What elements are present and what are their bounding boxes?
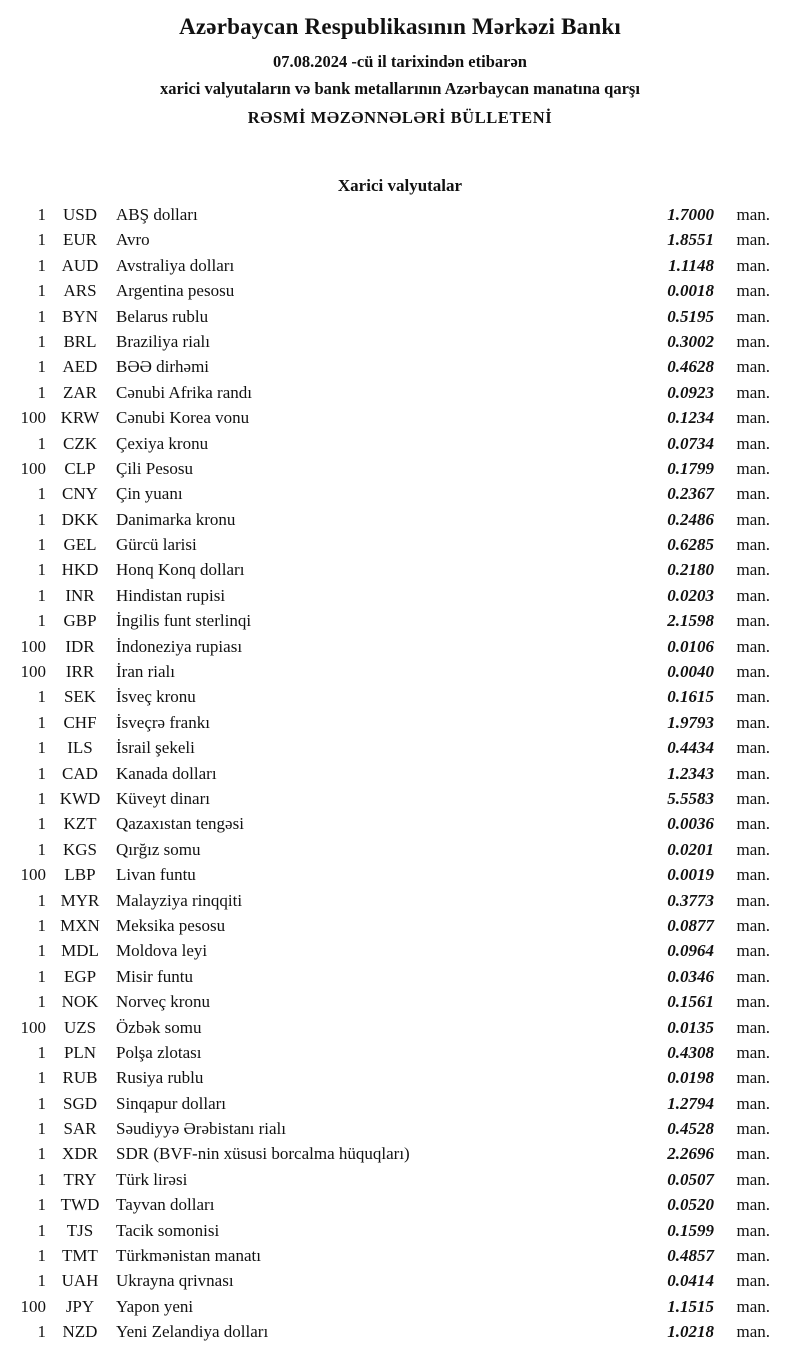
currency-name: Qırğız somu (116, 839, 201, 859)
currency-name: Tacik somonisi (116, 1220, 220, 1240)
bulletin-title: RƏSMİ MƏZƏNNƏLƏRİ BÜLLETENİ (247, 108, 553, 127)
currency-quantity: 100 (20, 1017, 46, 1037)
currency-name: İsrail şekeli (116, 738, 195, 758)
currency-name: Küveyt dinarı (116, 788, 210, 808)
exchange-rate: 0.0019 (667, 865, 714, 885)
currency-row (0, 862, 770, 887)
exchange-rate: 0.1615 (667, 687, 714, 707)
currency-name: Honq Konq dolları (116, 560, 245, 580)
currency-name: Norveç kronu (116, 992, 210, 1012)
currency-quantity: 1 (37, 941, 46, 961)
currency-code: GBP (63, 611, 97, 631)
exchange-rate: 0.1599 (667, 1220, 714, 1240)
currency-name: Moldova leyi (116, 941, 208, 961)
unit-label: man. (736, 560, 770, 580)
currency-code: UAH (61, 1271, 99, 1291)
currency-row (0, 380, 770, 405)
currency-quantity: 1 (37, 1220, 46, 1240)
currency-name: Qazaxıstan tengəsi (116, 814, 244, 834)
currency-code: LBP (64, 865, 96, 885)
exchange-rate: 0.0040 (667, 662, 714, 682)
exchange-rate: 0.0018 (667, 281, 714, 301)
currency-code: IRR (65, 662, 95, 682)
currency-row (0, 888, 770, 913)
exchange-rate: 2.1598 (667, 611, 714, 631)
exchange-rate: 1.1515 (667, 1296, 714, 1316)
currency-row (0, 938, 770, 963)
exchange-rate: 0.0734 (667, 433, 714, 453)
unit-label: man. (736, 1271, 770, 1291)
unit-label: man. (736, 535, 770, 555)
currency-quantity: 1 (37, 357, 46, 377)
currency-code: JPY (65, 1296, 95, 1316)
unit-label: man. (736, 1220, 770, 1240)
currency-quantity: 1 (37, 1246, 46, 1266)
currency-name: İngilis funt sterlinqi (116, 611, 252, 631)
currency-row (0, 1268, 770, 1293)
currency-code: GEL (63, 535, 97, 555)
exchange-rate: 0.0520 (667, 1195, 714, 1215)
currency-name: Malayziya rinqqiti (116, 890, 243, 910)
currency-name: İsveçrə frankı (116, 712, 210, 732)
currency-quantity: 1 (37, 560, 46, 580)
currency-row (0, 304, 770, 329)
currency-row (0, 227, 770, 252)
currency-code: ILS (67, 738, 93, 758)
bulletin-header (0, 14, 800, 128)
unit-label: man. (736, 966, 770, 986)
unit-label: man. (736, 865, 770, 885)
unit-label: man. (736, 281, 770, 301)
currency-row (0, 532, 770, 557)
subject-line: xarici valyutaların və bank metallarının Azərbaycan manatına qarşı (160, 79, 640, 98)
currency-code: EUR (63, 230, 97, 250)
currency-name: Argentina pesosu (116, 281, 235, 301)
currency-quantity: 1 (37, 788, 46, 808)
currency-name: Braziliya rialı (116, 331, 210, 351)
currency-name: Kanada dolları (116, 763, 217, 783)
currency-code: ZAR (63, 382, 97, 402)
currency-quantity: 1 (37, 382, 46, 402)
currency-quantity: 1 (37, 1169, 46, 1189)
currency-code: MYR (60, 890, 100, 910)
currency-code: KGS (62, 839, 97, 859)
currency-name: Yapon yeni (116, 1296, 194, 1316)
currency-row (0, 1167, 770, 1192)
currency-name: Yeni Zelandiya dolları (116, 1322, 269, 1342)
currency-row (0, 837, 770, 862)
exchange-rate: 0.0135 (667, 1017, 714, 1037)
currency-row (0, 1065, 770, 1090)
currency-quantity: 1 (37, 255, 46, 275)
exchange-rate: 0.4434 (667, 738, 714, 758)
currency-quantity: 100 (20, 408, 46, 428)
unit-label: man. (736, 1195, 770, 1215)
exchange-rate: 0.5195 (667, 306, 714, 326)
currency-quantity: 1 (37, 205, 46, 224)
currency-name: Livan funtu (116, 865, 196, 885)
currency-row (0, 1040, 770, 1065)
currency-quantity: 1 (37, 1144, 46, 1164)
currency-rates-table (0, 202, 800, 1345)
currency-quantity: 1 (37, 763, 46, 783)
currency-row (0, 1015, 770, 1040)
currency-name: Çexiya kronu (116, 433, 209, 453)
exchange-rate: 0.4308 (667, 1042, 714, 1062)
exchange-rate: 0.2367 (667, 484, 714, 504)
currency-row (0, 456, 770, 481)
unit-label: man. (736, 1322, 770, 1342)
unit-label: man. (736, 585, 770, 605)
currency-name: Avro (116, 230, 150, 250)
currency-row (0, 1294, 770, 1319)
exchange-rate: 0.4528 (667, 1119, 714, 1139)
currency-code: AED (62, 357, 98, 377)
currency-quantity: 1 (37, 915, 46, 935)
currency-code: TMT (62, 1246, 98, 1266)
currency-quantity: 1 (37, 281, 46, 301)
currency-row (0, 1218, 770, 1243)
currency-quantity: 1 (37, 585, 46, 605)
currency-code: TRY (63, 1169, 97, 1189)
unit-label: man. (736, 509, 770, 529)
currency-row (0, 1141, 770, 1166)
exchange-rate: 1.7000 (667, 205, 714, 224)
exchange-rate: 0.1799 (667, 458, 714, 478)
unit-label: man. (736, 255, 770, 275)
currency-row (0, 786, 770, 811)
currency-code: DKK (61, 509, 99, 529)
currency-row (0, 608, 770, 633)
currency-row (0, 913, 770, 938)
currency-quantity: 1 (37, 484, 46, 504)
currency-name: Çili Pesosu (116, 458, 193, 478)
currency-quantity: 1 (37, 738, 46, 758)
unit-label: man. (736, 915, 770, 935)
unit-label: man. (736, 1169, 770, 1189)
exchange-rate: 1.9793 (667, 712, 714, 732)
currency-quantity: 1 (37, 1195, 46, 1215)
currency-row (0, 253, 770, 278)
exchange-rate: 0.4857 (667, 1246, 714, 1266)
currency-row (0, 634, 770, 659)
currency-code: TWD (60, 1195, 100, 1215)
currency-code: CLP (64, 458, 96, 478)
currency-row (0, 989, 770, 1014)
currency-name: Meksika pesosu (116, 915, 226, 935)
currency-name: Rusiya rublu (116, 1068, 204, 1088)
unit-label: man. (736, 1068, 770, 1088)
currency-quantity: 1 (37, 433, 46, 453)
unit-label: man. (736, 433, 770, 453)
currency-row (0, 761, 770, 786)
exchange-rate: 0.0198 (667, 1068, 714, 1088)
unit-label: man. (736, 662, 770, 682)
exchange-rate: 1.1148 (668, 255, 714, 275)
currency-name: Belarus rublu (116, 306, 209, 326)
currency-row (0, 811, 770, 836)
currency-row (0, 278, 770, 303)
currency-quantity: 100 (20, 636, 46, 656)
currency-row (0, 735, 770, 760)
effective-date-line: 07.08.2024 -cü il tarixindən etibarən (273, 52, 527, 71)
currency-name: Cənubi Afrika randı (116, 382, 252, 402)
currency-name: Səudiyyə Ərəbistanı rialı (116, 1119, 286, 1139)
currency-code: CAD (62, 763, 98, 783)
currency-name: ABŞ dolları (116, 205, 198, 224)
unit-label: man. (736, 1042, 770, 1062)
unit-label: man. (736, 1017, 770, 1037)
currency-code: KZT (63, 814, 97, 834)
currency-code: AUD (61, 255, 99, 275)
exchange-rate: 0.0877 (667, 915, 714, 935)
currency-name: Avstraliya dolları (116, 255, 235, 275)
currency-name: Ukrayna qrivnası (116, 1271, 234, 1291)
currency-code: RUB (62, 1068, 98, 1088)
exchange-rate: 0.0201 (667, 839, 714, 859)
unit-label: man. (736, 1093, 770, 1113)
exchange-rate: 1.8551 (667, 230, 714, 250)
unit-label: man. (736, 1119, 770, 1139)
currency-code: USD (62, 205, 97, 224)
currency-code: UZS (63, 1017, 97, 1037)
exchange-rate: 0.1234 (667, 408, 714, 428)
exchange-rate: 0.0036 (667, 814, 714, 834)
currency-name: İran rialı (116, 662, 175, 682)
currency-name: Türk lirəsi (116, 1169, 188, 1189)
currency-quantity: 100 (20, 458, 46, 478)
unit-label: man. (736, 839, 770, 859)
unit-label: man. (736, 306, 770, 326)
bank-name: Azərbaycan Respublikasının Mərkəzi Bankı (179, 14, 621, 39)
currency-quantity: 1 (37, 611, 46, 631)
unit-label: man. (736, 890, 770, 910)
unit-label: man. (736, 763, 770, 783)
currency-code: HKD (61, 560, 99, 580)
currency-name: Misir funtu (116, 966, 193, 986)
currency-quantity: 1 (37, 306, 46, 326)
currency-code: KWD (59, 788, 101, 808)
currency-name: İsveç kronu (116, 687, 196, 707)
section-title-foreign-currencies: Xarici valyutalar (337, 176, 463, 195)
currency-quantity: 100 (20, 1296, 46, 1316)
currency-quantity: 1 (37, 509, 46, 529)
currency-row (0, 507, 770, 532)
currency-quantity: 1 (37, 230, 46, 250)
exchange-rate: 0.2486 (667, 509, 714, 529)
currency-row (0, 659, 770, 684)
currency-quantity: 1 (37, 535, 46, 555)
currency-code: CHF (63, 712, 97, 732)
currency-name: Tayvan dolları (116, 1195, 215, 1215)
currency-quantity: 1 (37, 966, 46, 986)
currency-code: ARS (63, 281, 97, 301)
currency-quantity: 1 (37, 687, 46, 707)
currency-code: TJS (66, 1220, 94, 1240)
currency-name: İndoneziya rupiası (116, 636, 243, 656)
exchange-rate: 0.0507 (667, 1169, 714, 1189)
currency-code: SGD (62, 1093, 97, 1113)
unit-label: man. (736, 382, 770, 402)
unit-label: man. (736, 357, 770, 377)
currency-name: Danimarka kronu (116, 509, 236, 529)
currency-code: MXN (60, 915, 100, 935)
currency-row (0, 329, 770, 354)
currency-quantity: 1 (37, 1271, 46, 1291)
currency-code: IDR (65, 636, 95, 656)
exchange-rate: 0.0414 (667, 1271, 714, 1291)
currency-name: Polşa zlotası (116, 1042, 202, 1062)
unit-label: man. (736, 814, 770, 834)
exchange-rate: 1.2343 (667, 763, 714, 783)
currency-row (0, 202, 770, 227)
unit-label: man. (736, 1296, 770, 1316)
exchange-rate: 0.0346 (667, 966, 714, 986)
currency-quantity: 1 (37, 814, 46, 834)
exchange-rate: 0.0964 (667, 941, 714, 961)
unit-label: man. (736, 408, 770, 428)
currency-code: KRW (60, 408, 100, 428)
unit-label: man. (736, 636, 770, 656)
currency-row (0, 1243, 770, 1268)
currency-row (0, 583, 770, 608)
currency-row (0, 710, 770, 735)
currency-row (0, 1319, 770, 1344)
unit-label: man. (736, 941, 770, 961)
exchange-rate: 0.4628 (667, 357, 714, 377)
currency-code: SEK (63, 687, 97, 707)
currency-name: BƏƏ dirhəmi (116, 357, 210, 377)
currency-name: Türkmənistan manatı (116, 1246, 261, 1266)
currency-quantity: 1 (37, 1068, 46, 1088)
unit-label: man. (736, 230, 770, 250)
currency-quantity: 100 (20, 662, 46, 682)
currency-code: MDL (61, 941, 99, 961)
currency-quantity: 1 (37, 1322, 46, 1342)
exchange-rate: 5.5583 (667, 788, 714, 808)
currency-quantity: 1 (37, 712, 46, 732)
currency-code: EGP (63, 966, 97, 986)
currency-name: Cənubi Korea vonu (116, 408, 250, 428)
exchange-rate: 0.3002 (667, 331, 714, 351)
currency-quantity: 1 (37, 331, 46, 351)
exchange-rate: 0.0106 (667, 636, 714, 656)
exchange-rate: 0.6285 (667, 535, 714, 555)
currency-row (0, 964, 770, 989)
exchange-rate: 1.0218 (667, 1322, 714, 1342)
currency-code: BRL (63, 331, 97, 351)
currency-row (0, 431, 770, 456)
unit-label: man. (736, 687, 770, 707)
currency-quantity: 100 (20, 865, 46, 885)
unit-label: man. (736, 992, 770, 1012)
currency-name: SDR (BVF-nin xüsusi borcalma hüquqları) (116, 1144, 410, 1164)
unit-label: man. (736, 1144, 770, 1164)
currency-code: PLN (63, 1042, 97, 1062)
currency-quantity: 1 (37, 1119, 46, 1139)
exchange-rate: 0.3773 (667, 890, 714, 910)
currency-code: XDR (62, 1144, 98, 1164)
unit-label: man. (736, 712, 770, 732)
currency-row (0, 1192, 770, 1217)
unit-label: man. (736, 458, 770, 478)
currency-row (0, 557, 770, 582)
currency-name: Özbək somu (116, 1017, 202, 1037)
currency-code: BYN (62, 306, 98, 326)
currency-row (0, 481, 770, 506)
exchange-rate: 1.2794 (667, 1093, 714, 1113)
unit-label: man. (736, 1246, 770, 1266)
currency-row (0, 1116, 770, 1141)
currency-code: CZK (63, 433, 97, 453)
currency-name: Sinqapur dolları (116, 1093, 227, 1113)
currency-name: Gürcü larisi (116, 535, 197, 555)
currency-quantity: 1 (37, 1042, 46, 1062)
unit-label: man. (736, 331, 770, 351)
currency-code: SAR (63, 1119, 97, 1139)
currency-name: Çin yuanı (116, 484, 183, 504)
currency-row (0, 1091, 770, 1116)
unit-label: man. (736, 788, 770, 808)
currency-quantity: 1 (37, 992, 46, 1012)
currency-row (0, 354, 770, 379)
currency-name: Hindistan rupisi (116, 585, 226, 605)
exchange-rate: 0.1561 (667, 992, 714, 1012)
currency-quantity: 1 (37, 839, 46, 859)
unit-label: man. (736, 205, 770, 224)
unit-label: man. (736, 484, 770, 504)
unit-label: man. (736, 738, 770, 758)
exchange-rate: 0.0923 (667, 382, 714, 402)
exchange-rate: 0.0203 (667, 585, 714, 605)
unit-label: man. (736, 611, 770, 631)
currency-code: INR (65, 585, 95, 605)
currency-row (0, 405, 770, 430)
currency-quantity: 1 (37, 1093, 46, 1113)
exchange-rate: 0.2180 (667, 560, 714, 580)
currency-code: NZD (62, 1322, 98, 1342)
exchange-rate: 2.2696 (667, 1144, 714, 1164)
currency-code: CNY (62, 484, 98, 504)
currency-code: NOK (61, 992, 99, 1012)
currency-row (0, 684, 770, 709)
currency-quantity: 1 (37, 890, 46, 910)
